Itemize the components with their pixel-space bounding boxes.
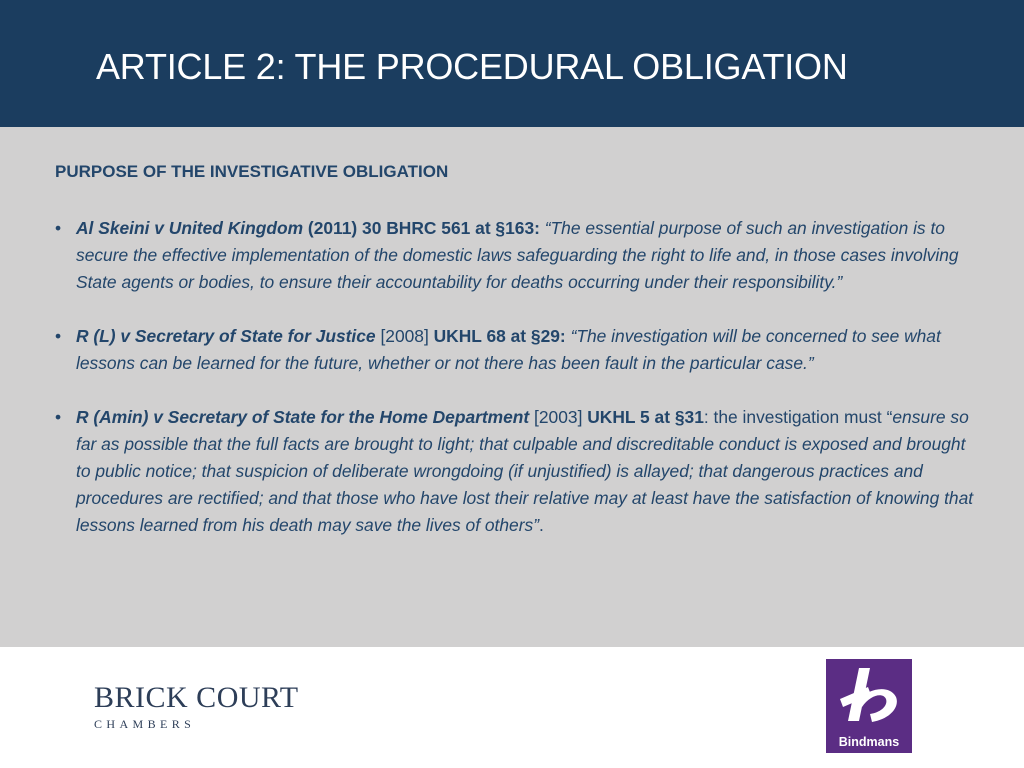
case-list bbox=[55, 215, 975, 566]
case-item-r-amin bbox=[55, 404, 975, 539]
case-citation: (2011) 30 BHRC 561 at §163: bbox=[303, 218, 540, 238]
case-name: R (L) v Secretary of State for Justice bbox=[76, 326, 376, 346]
case-name: Al Skeini v United Kingdom bbox=[76, 218, 304, 238]
bindmans-logo bbox=[826, 659, 912, 753]
slide-title: ARTICLE 2: THE PROCEDURAL OBLIGATION bbox=[96, 46, 848, 87]
brick-court-logo bbox=[94, 683, 299, 732]
footer bbox=[0, 647, 1024, 768]
section-heading: PURPOSE OF THE INVESTIGATIVE OBLIGATION bbox=[55, 162, 449, 181]
case-citation-year: [2008] bbox=[375, 326, 434, 346]
case-lead-in: : the investigation must “ bbox=[703, 407, 893, 427]
title-bar bbox=[0, 0, 1024, 127]
case-quote: “The essential purpose of such an investigation is to secure the effective implementation of the domestic laws safeguarding the right to life and, in those cases involving State agents or bodies, to ensure their accountability for deaths occurring under their responsibility.” bbox=[76, 218, 959, 292]
case-quote: “The investigation will be concerned to see what lessons can be learned for the future, whether or not there has been fault in the particular case.” bbox=[76, 326, 941, 373]
case-citation: UKHL 5 at §31 bbox=[587, 407, 704, 427]
case-quote: ensure so far as possible that the full facts are brought to light; that culpable and discreditable conduct is exposed and brought to public notice; that suspicion of deliberate wrongdoing (if unjustified) is allayed; that dangerous practices and procedures are rectified; and that those who have lost their relative may at least have the satisfaction of knowing that lessons learned from his death may save the lives of others” bbox=[76, 407, 974, 535]
brick-court-name: BRICK COURT bbox=[94, 681, 299, 714]
bullet-icon: • bbox=[55, 326, 62, 346]
bullet-icon: • bbox=[55, 218, 62, 238]
brick-court-subtitle: CHAMBERS bbox=[94, 717, 196, 731]
case-name: R (Amin) v Secretary of State for the Home Department bbox=[76, 407, 530, 427]
case-item-r-l bbox=[55, 323, 975, 377]
bindmans-name: Bindmans bbox=[838, 735, 900, 749]
case-citation-year: [2003] bbox=[529, 407, 588, 427]
case-citation: UKHL 68 at §29: bbox=[433, 326, 566, 346]
bullet-icon: • bbox=[55, 407, 62, 427]
case-item-al-skeini bbox=[55, 215, 975, 296]
bindmans-b-icon bbox=[826, 659, 912, 737]
case-ending: . bbox=[539, 515, 544, 535]
content-panel bbox=[0, 127, 1024, 647]
